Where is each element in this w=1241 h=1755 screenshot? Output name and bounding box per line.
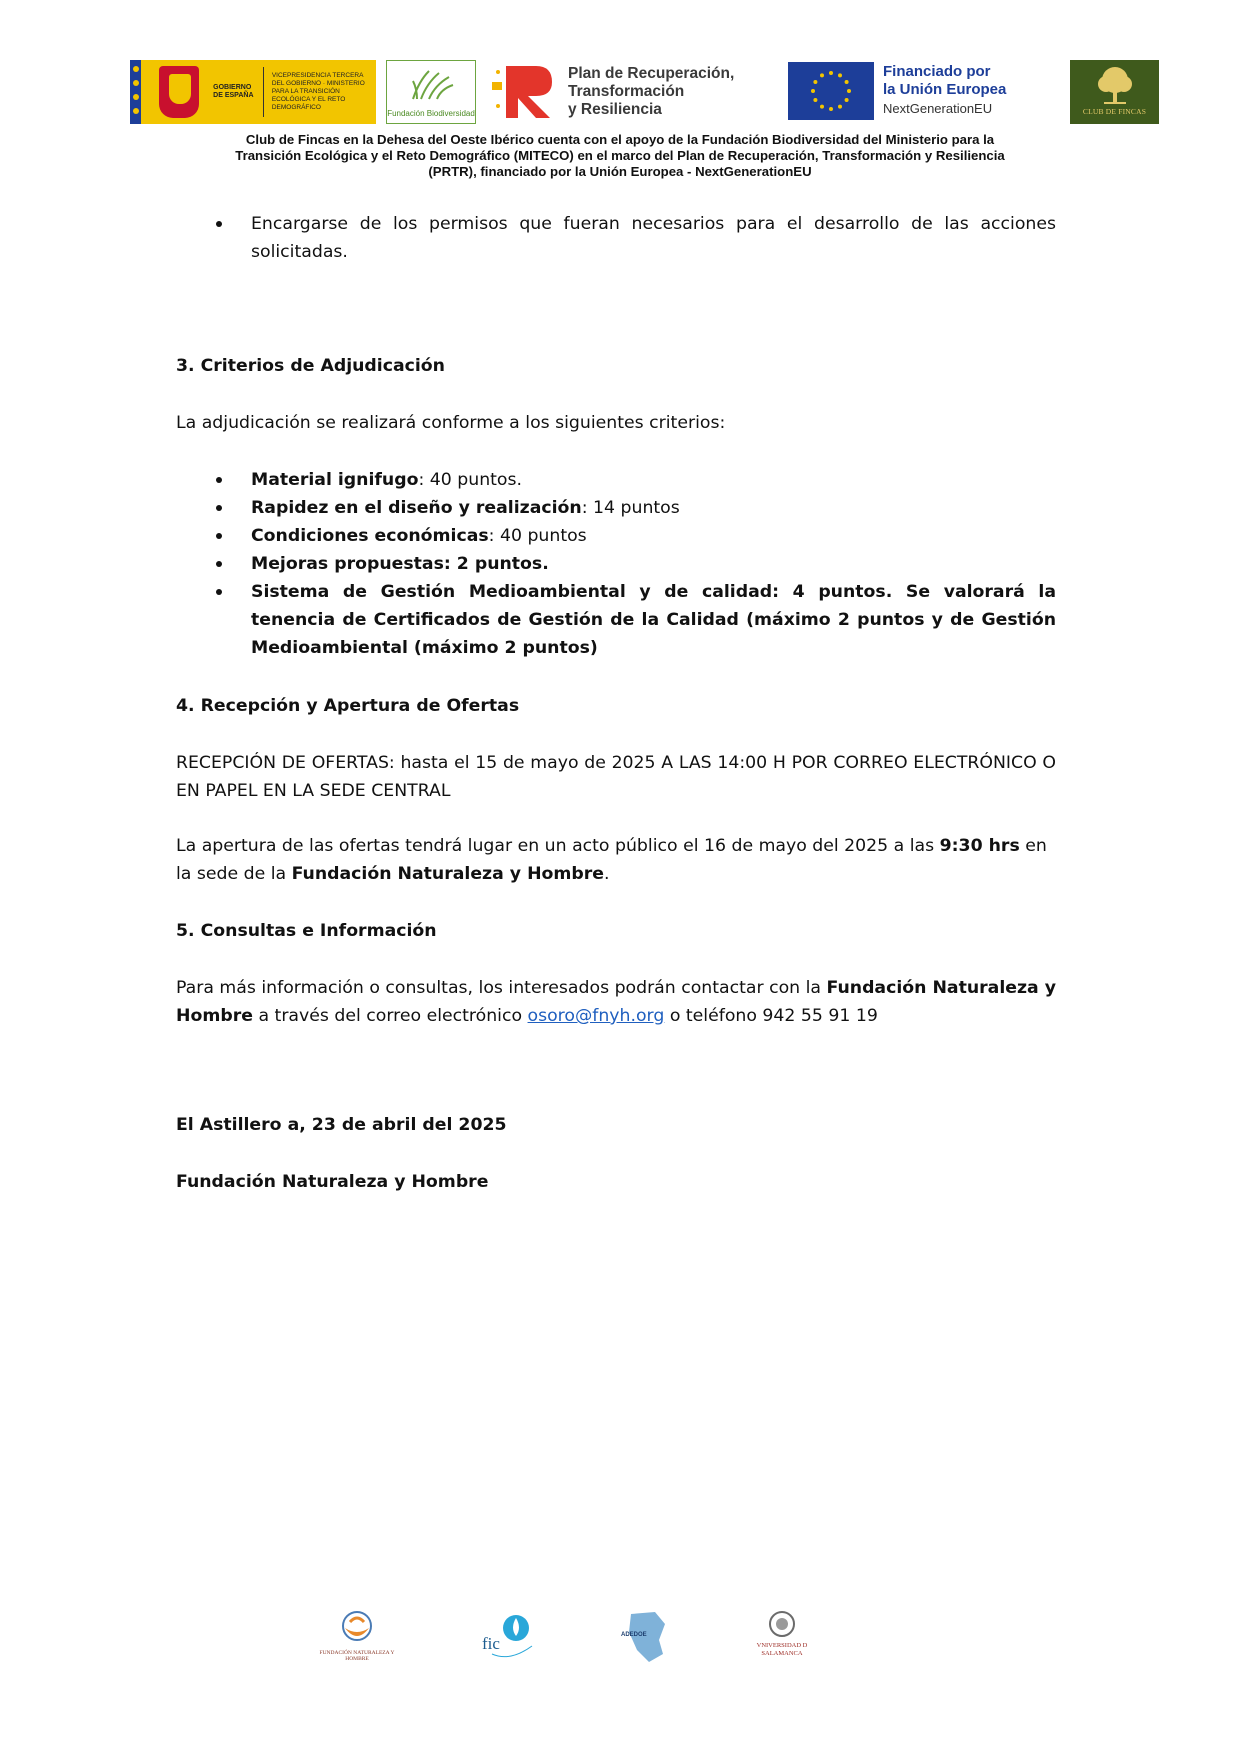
section3-intro: La adjudicación se realizará conforme a los siguientes criterios:	[176, 413, 726, 433]
header-logos	[130, 60, 1160, 124]
fundacion-biodiversidad-logo	[386, 60, 476, 124]
list-item: Condiciones económicas: 40 puntos	[176, 522, 1056, 550]
criteria-list	[176, 466, 1056, 662]
bullet-icon	[216, 221, 222, 227]
fnyh-logo	[319, 1610, 395, 1664]
next-generation-text: NextGenerationEU	[883, 101, 993, 116]
prtr-logo	[492, 60, 772, 124]
gobierno-espana-logo	[130, 60, 376, 124]
university-seal-icon	[752, 1610, 812, 1640]
financiado-ue-logo	[788, 60, 1018, 124]
eu-funding-text: Financiado por la Unión Europea	[883, 63, 1007, 98]
club-label: CLUB DE FINCAS	[1082, 107, 1147, 116]
section5-heading: 5. Consultas e Información	[176, 921, 437, 941]
biodiversidad-label: Fundación Biodiversidad	[387, 109, 475, 118]
coat-of-arms-icon	[159, 66, 199, 118]
eu-stars-strip	[130, 60, 141, 124]
ministry-logo-text: VICEPRESIDENCIA TERCERA DEL GOBIERNO · MINISTERIO PARA LA TRANSICIÓN ECOLÓGICA Y EL RETO DEMOGRÁFICO	[271, 72, 365, 111]
list-item: Sistema de Gestión Medioambiental y de calidad: 4 puntos. Se valorará la tenencia de Certificados de Gestión de la Calidad (máximo 2 puntos y de Gestión Medioambiental (máximo 2 puntos)	[176, 578, 1056, 662]
ademe-logo	[621, 1610, 669, 1664]
eu-flag-icon	[788, 62, 874, 120]
grass-icon	[409, 67, 455, 101]
list-item: Mejoras propuestas: 2 puntos.	[176, 550, 1056, 578]
gov-logo-text: GOBIERNO DE ESPAÑA	[213, 84, 254, 99]
fnyh-label: FUNDACIÓN NATURALEZA Y HOMBRE	[319, 1650, 395, 1662]
fic-logo	[480, 1610, 540, 1664]
email-link[interactable]: osoro@fnyh.org	[527, 1006, 665, 1026]
section4-heading: 4. Recepción y Apertura de Ofertas	[176, 696, 520, 716]
reception-text: RECEPCIÓN DE OFERTAS: hasta el 15 de mayo de 2025 A LAS 14:00 H POR CORREO ELECTRÓNICO O EN PAPEL EN LA SEDE CENTRAL	[176, 753, 1056, 801]
funding-caption: Club de Fincas en la Dehesa del Oeste Ibérico cuenta con el apoyo de la Fundación Biodiversidad del Ministerio para la Transición Ecológica y el Reto Demográfico (MITECO) en el marco del Plan de Recuperación, Transformación y Resiliencia (PRTR), financiado por la Unión Europea - NextGenerationEU	[235, 132, 1005, 179]
bullet-icon	[216, 533, 222, 539]
list-item: Encargarse de los permisos que fueran necesarios para el desarrollo de las acciones solicitadas.	[176, 210, 1056, 266]
tree-icon	[1094, 65, 1136, 107]
bullet-icon	[216, 505, 222, 511]
prtr-mark-icon	[492, 60, 562, 124]
opening-text: La apertura de las ofertas tendrá lugar en un acto público el 16 de mayo del 2025 a las 9:30 hrs en la sede de la Fundación Naturaleza y Hombre.	[176, 836, 1047, 884]
signature: Fundación Naturaleza y Hombre	[176, 1172, 489, 1192]
bullet-icon	[216, 561, 222, 567]
intro-bullet-list	[176, 210, 1056, 266]
club-de-fincas-logo	[1070, 60, 1159, 124]
usal-logo	[752, 1610, 812, 1664]
usal-label: VNIVERSIDAD D SALAMANCA	[756, 1642, 808, 1657]
prtr-text: Plan de Recuperación, Transformación y Resiliencia	[568, 65, 735, 118]
list-item: Rapidez en el diseño y realización: 14 puntos	[176, 494, 1056, 522]
place-date: El Astillero a, 23 de abril del 2025	[176, 1115, 507, 1135]
list-item: Material ignifugo: 40 puntos.	[176, 466, 1056, 494]
ademe-label: ADEDOE	[621, 1632, 647, 1638]
bullet-icon	[216, 589, 222, 595]
fic-label: fic	[482, 1634, 500, 1653]
contact-text: Para más información o consultas, los interesados podrán contactar con la Fundación Naturaleza y Hombre a través del correo electrónico osoro@fnyh.org o teléfono 942 55 91 19	[176, 978, 1056, 1026]
fnyh-emblem-icon	[326, 1610, 388, 1650]
section3-heading: 3. Criterios de Adjudicación	[176, 356, 445, 376]
bullet-icon	[216, 477, 222, 483]
